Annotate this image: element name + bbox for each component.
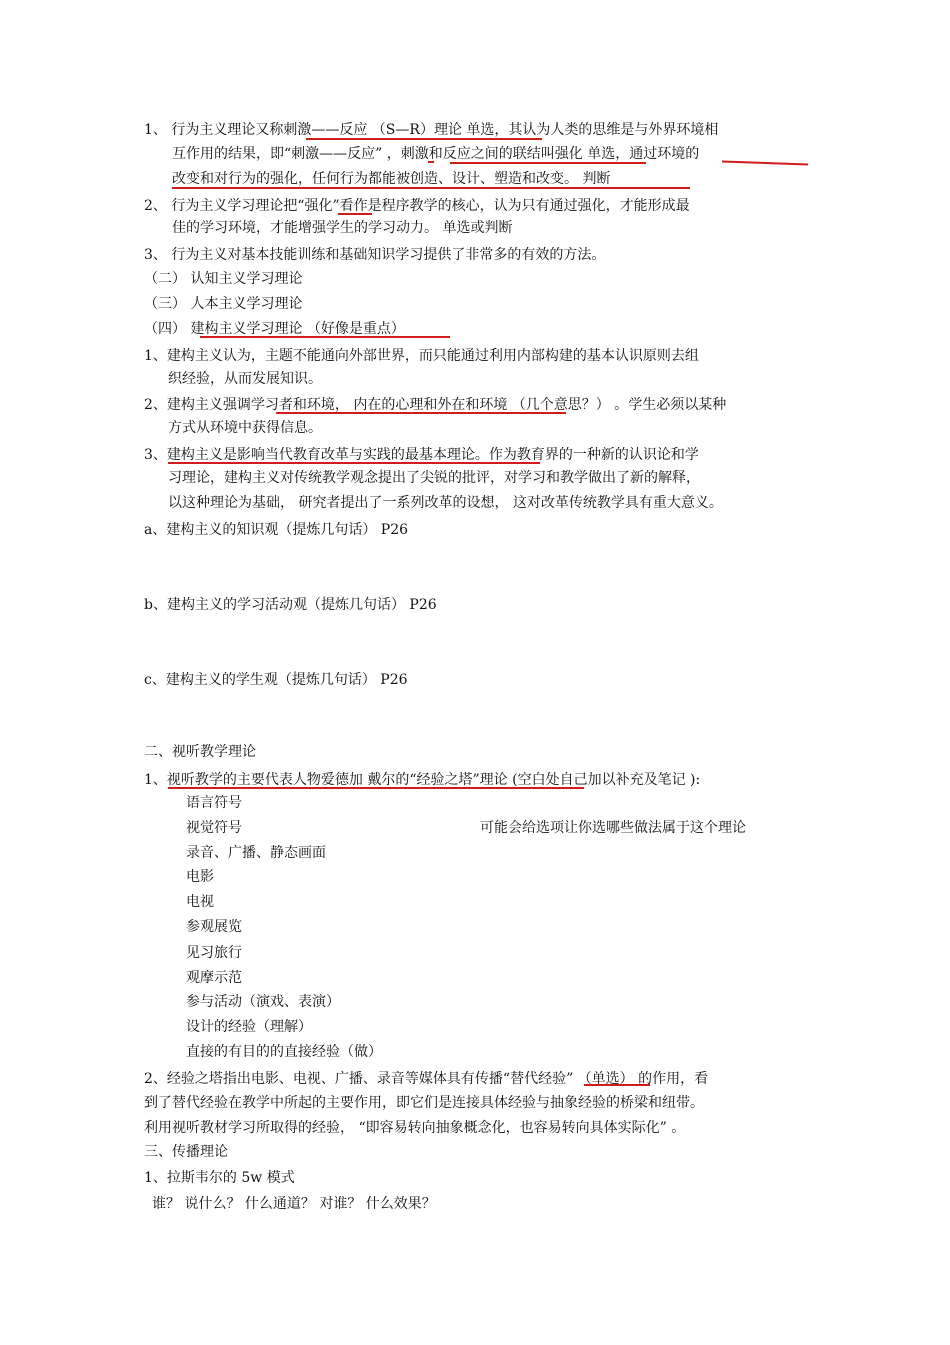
text-line: 2、建构主义强调学习者和环境， 内在的心理和外在和环境 （几个意思？） 。学生必须以某种 — [144, 397, 727, 413]
section-heading: （四） 建构主义学习理论 （好像是重点） — [144, 321, 405, 337]
red-underline — [306, 138, 542, 140]
list-item: 设计的经验（理解） — [186, 1019, 312, 1035]
list-item: 参观展览 — [186, 919, 242, 935]
text-line: 习理论，建构主义对传统教学观念提出了尖锐的批评，对学习和教学做出了新的解释， — [168, 470, 700, 486]
list-item: 视觉符号 — [186, 820, 242, 836]
text-line: 1、拉斯韦尔的 5w 模式 — [144, 1170, 295, 1186]
text-line: c、建构主义的学生观（提炼几句话） P26 — [144, 672, 408, 688]
text-line: 3、 行为主义对基本技能训练和基础知识学习提供了非常多的有效的方法。 — [144, 247, 606, 263]
text-line: 改变和对行为的强化，任何行为都能被创造、设计、塑造和改变。 判断 — [172, 171, 611, 187]
text-line: 织经验，从而发展知识。 — [168, 371, 322, 387]
text-line: a、建构主义的知识观（提炼几句话） P26 — [144, 522, 409, 538]
text-line: 3、建构主义是影响当代教育改革与实践的最基本理论。作为教育界的一种新的认识论和学 — [144, 447, 699, 463]
text-line: 2、 行为主义学习理论把“强化”看作是程序教学的核心，认为只有通过强化，才能形成最 — [144, 198, 690, 214]
red-underline — [450, 162, 646, 164]
section-heading: 三、传播理论 — [144, 1144, 228, 1160]
list-item: 参与活动（演戏、表演） — [186, 994, 340, 1010]
text-line: 2、经验之塔指出电影、电视、广播、录音等媒体具有传播“替代经验” （单选） 的作用，看 — [144, 1071, 709, 1087]
text-line: 1、建构主义认为，主题不能通向外部世界，而只能通过利用内部构建的基本认识原则去组 — [144, 348, 699, 364]
red-underline — [428, 161, 434, 163]
list-item: 电影 — [186, 869, 214, 885]
text-line: 到了替代经验在教学中所起的主要作用，即它们是连接具体经验与抽象经验的桥梁和纽带。 — [144, 1095, 704, 1111]
text-line: 谁？ 说什么？ 什么通道？ 对谁？ 什么效果？ — [152, 1196, 436, 1212]
section-heading: 二、视听教学理论 — [144, 744, 256, 760]
text-line: b、建构主义的学习活动观（提炼几句话） P26 — [144, 597, 437, 613]
text-line: 利用视听教材学习所取得的经验， “即容易转向抽象概念化，也容易转向具体实际化” 。 — [144, 1120, 686, 1136]
red-underline — [172, 187, 690, 189]
section-heading: （二） 认知主义学习理论 — [144, 271, 303, 287]
note-text: 可能会给选项让你选哪些做法属于这个理论 — [480, 820, 746, 836]
red-underline — [276, 412, 566, 414]
text-line: 方式从环境中获得信息。 — [168, 420, 322, 436]
section-heading: （三） 人本主义学习理论 — [144, 296, 303, 312]
list-item: 见习旅行 — [186, 945, 242, 961]
list-item: 语言符号 — [186, 795, 242, 811]
text-line: 佳的学习环境，才能增强学生的学习动力。 单选或判断 — [172, 220, 513, 236]
list-item: 电视 — [186, 894, 214, 910]
list-item: 直接的有目的的直接经验（做） — [186, 1044, 382, 1060]
list-item: 观摩示范 — [186, 970, 242, 986]
red-underline — [168, 462, 540, 464]
red-underline — [338, 213, 372, 215]
text-line: 1、 行为主义理论又称刺激——反应 （S—R）理论 单选，其认为人类的思维是与外界环境相 — [144, 122, 719, 138]
red-underline — [168, 787, 584, 789]
text-line: 1、视听教学的主要代表人物爱德加 戴尔的“经验之塔”理论 (空白处自己加以补充及笔记 ): — [144, 772, 701, 788]
text-line: 以这种理论为基础， 研究者提出了一系列改革的设想， 这对改革传统教学具有重大意义。 — [168, 495, 723, 511]
text-line: 互作用的结果，即“刺激——反应” ，刺激和反应之间的联结叫强化 单选，通过环境的 — [172, 146, 700, 162]
red-underline — [722, 160, 808, 165]
list-item: 录音、广播、静态画面 — [186, 845, 326, 861]
red-underline — [584, 1084, 650, 1086]
red-underline — [200, 336, 450, 338]
